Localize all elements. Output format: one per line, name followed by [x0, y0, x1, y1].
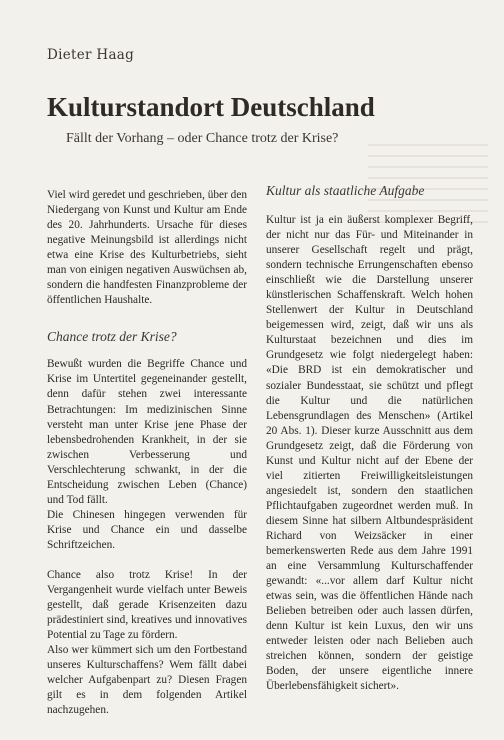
right-column — [266, 183, 473, 695]
paragraph-chance-1: Bewußt wurden die Begriffe Chance und Krise im Untertitel gegeneinander gestellt, denn dafür stehen zwei interessante Betrachtungen: Im medizinischen Sinne versteht man unter Krise jene Phase der lebensbedrohenden Krankheit, in der sie zwischen Verbesserung und Verschlechterung schwankt, in der die Entscheidung zwischen Leben (Chance) und Tod fällt. — [47, 358, 247, 506]
article-subtitle: Fällt der Vorhang – oder Chance trotz der Krise? — [66, 131, 339, 146]
paragraph-chance-2: Die Chinesen hingegen verwenden für Krise und Chance ein und dasselbe Schriftzeichen. — [47, 508, 247, 551]
section-heading-kultur: Kultur als staatliche Aufgabe — [266, 183, 425, 198]
article-title: Kulturstandort Deutschland — [47, 92, 375, 122]
intro-paragraph: Viel wird geredet und geschrieben, über den Niedergang von Kunst und Kultur am Ende des 20. Jahrhunderts. Ursache für dieses negative Meinungsbild ist allerdings nicht etwa eine Krise des Kulturbetriebs, sieht man von einigen negativen Auswüchsen ab, sondern die handfesten Finanzprobleme der öffentlichen Haushalte. — [47, 189, 247, 307]
paragraph-chance-3: Chance also trotz Krise! In der Vergangenheit wurde vielfach unter Beweis gestellt, daß gerade Krisenzeiten dazu prädestiniert sind, kreatives und innovatives Potential zu Tage zu fördern. — [47, 568, 247, 642]
section-heading-chance: Chance trotz der Krise? — [47, 329, 177, 345]
paragraph-chance-4: Also wer kümmert sich um den Fortbestand unseres Kulturschaffens? Wem fällt dabei welcher Aufgabenpart zu? Diesen Fragen gilt es in dem folgenden Artikel nachzugehen. — [47, 644, 247, 717]
paragraph-kultur: Kultur ist ja ein äußerst komplexer Begriff, der nicht nur das Für- und Miteinander in unserer Gesellschaft regelt und prägt, sondern technische Errungenschaften ebenso einschließt wie die Darstellung unserer künstlerischen Schaffenskraft. Welch hohen Stellenwert der Kultur in Deutschland beigemessen wird, zeigt, daß wir uns als Kulturstaat bezeichnen und dies im Grundgesetz wie folgt niedergelegt haben: «Die BRD ist ein demokratischer und sozialer Bundesstaat, sie schützt und pflegt die Kultur und die natürlichen Lebensgrundlagen des Menschen» (Artikel 20 Abs. 1). Dieser kurze Ausschnitt aus dem Grundgesetz zeigt, daß die Förderung von Kunst und Kultur nicht auf der Ebene der viel zitierten Freiwilligkeitsleistungen angesiedelt ist, sondern den staatlichen Pflichtaufgaben zugeordnet werden muß. In diesem Sinne hat silbern Altbundespräsident Richard von Weizsäcker in einer bemerkenswerten Rede aus dem Jahre 1991 an eine Versammlung Kulturschaffender gewandt: «...vor allem darf Kultur nicht etwas sein, was die öffentlichen Hände nach Belieben betreiben oder auch lassen dürfen, denn Kultur ist kein Luxus, den wir uns entweder leisten oder nach Belieben auch streichen können, sondern der geistige Boden, der unsere eigentliche innere Überlebensfähigkeit sichert». — [266, 214, 473, 693]
left-column — [47, 188, 247, 718]
author-name: Dieter Haag — [47, 47, 135, 63]
